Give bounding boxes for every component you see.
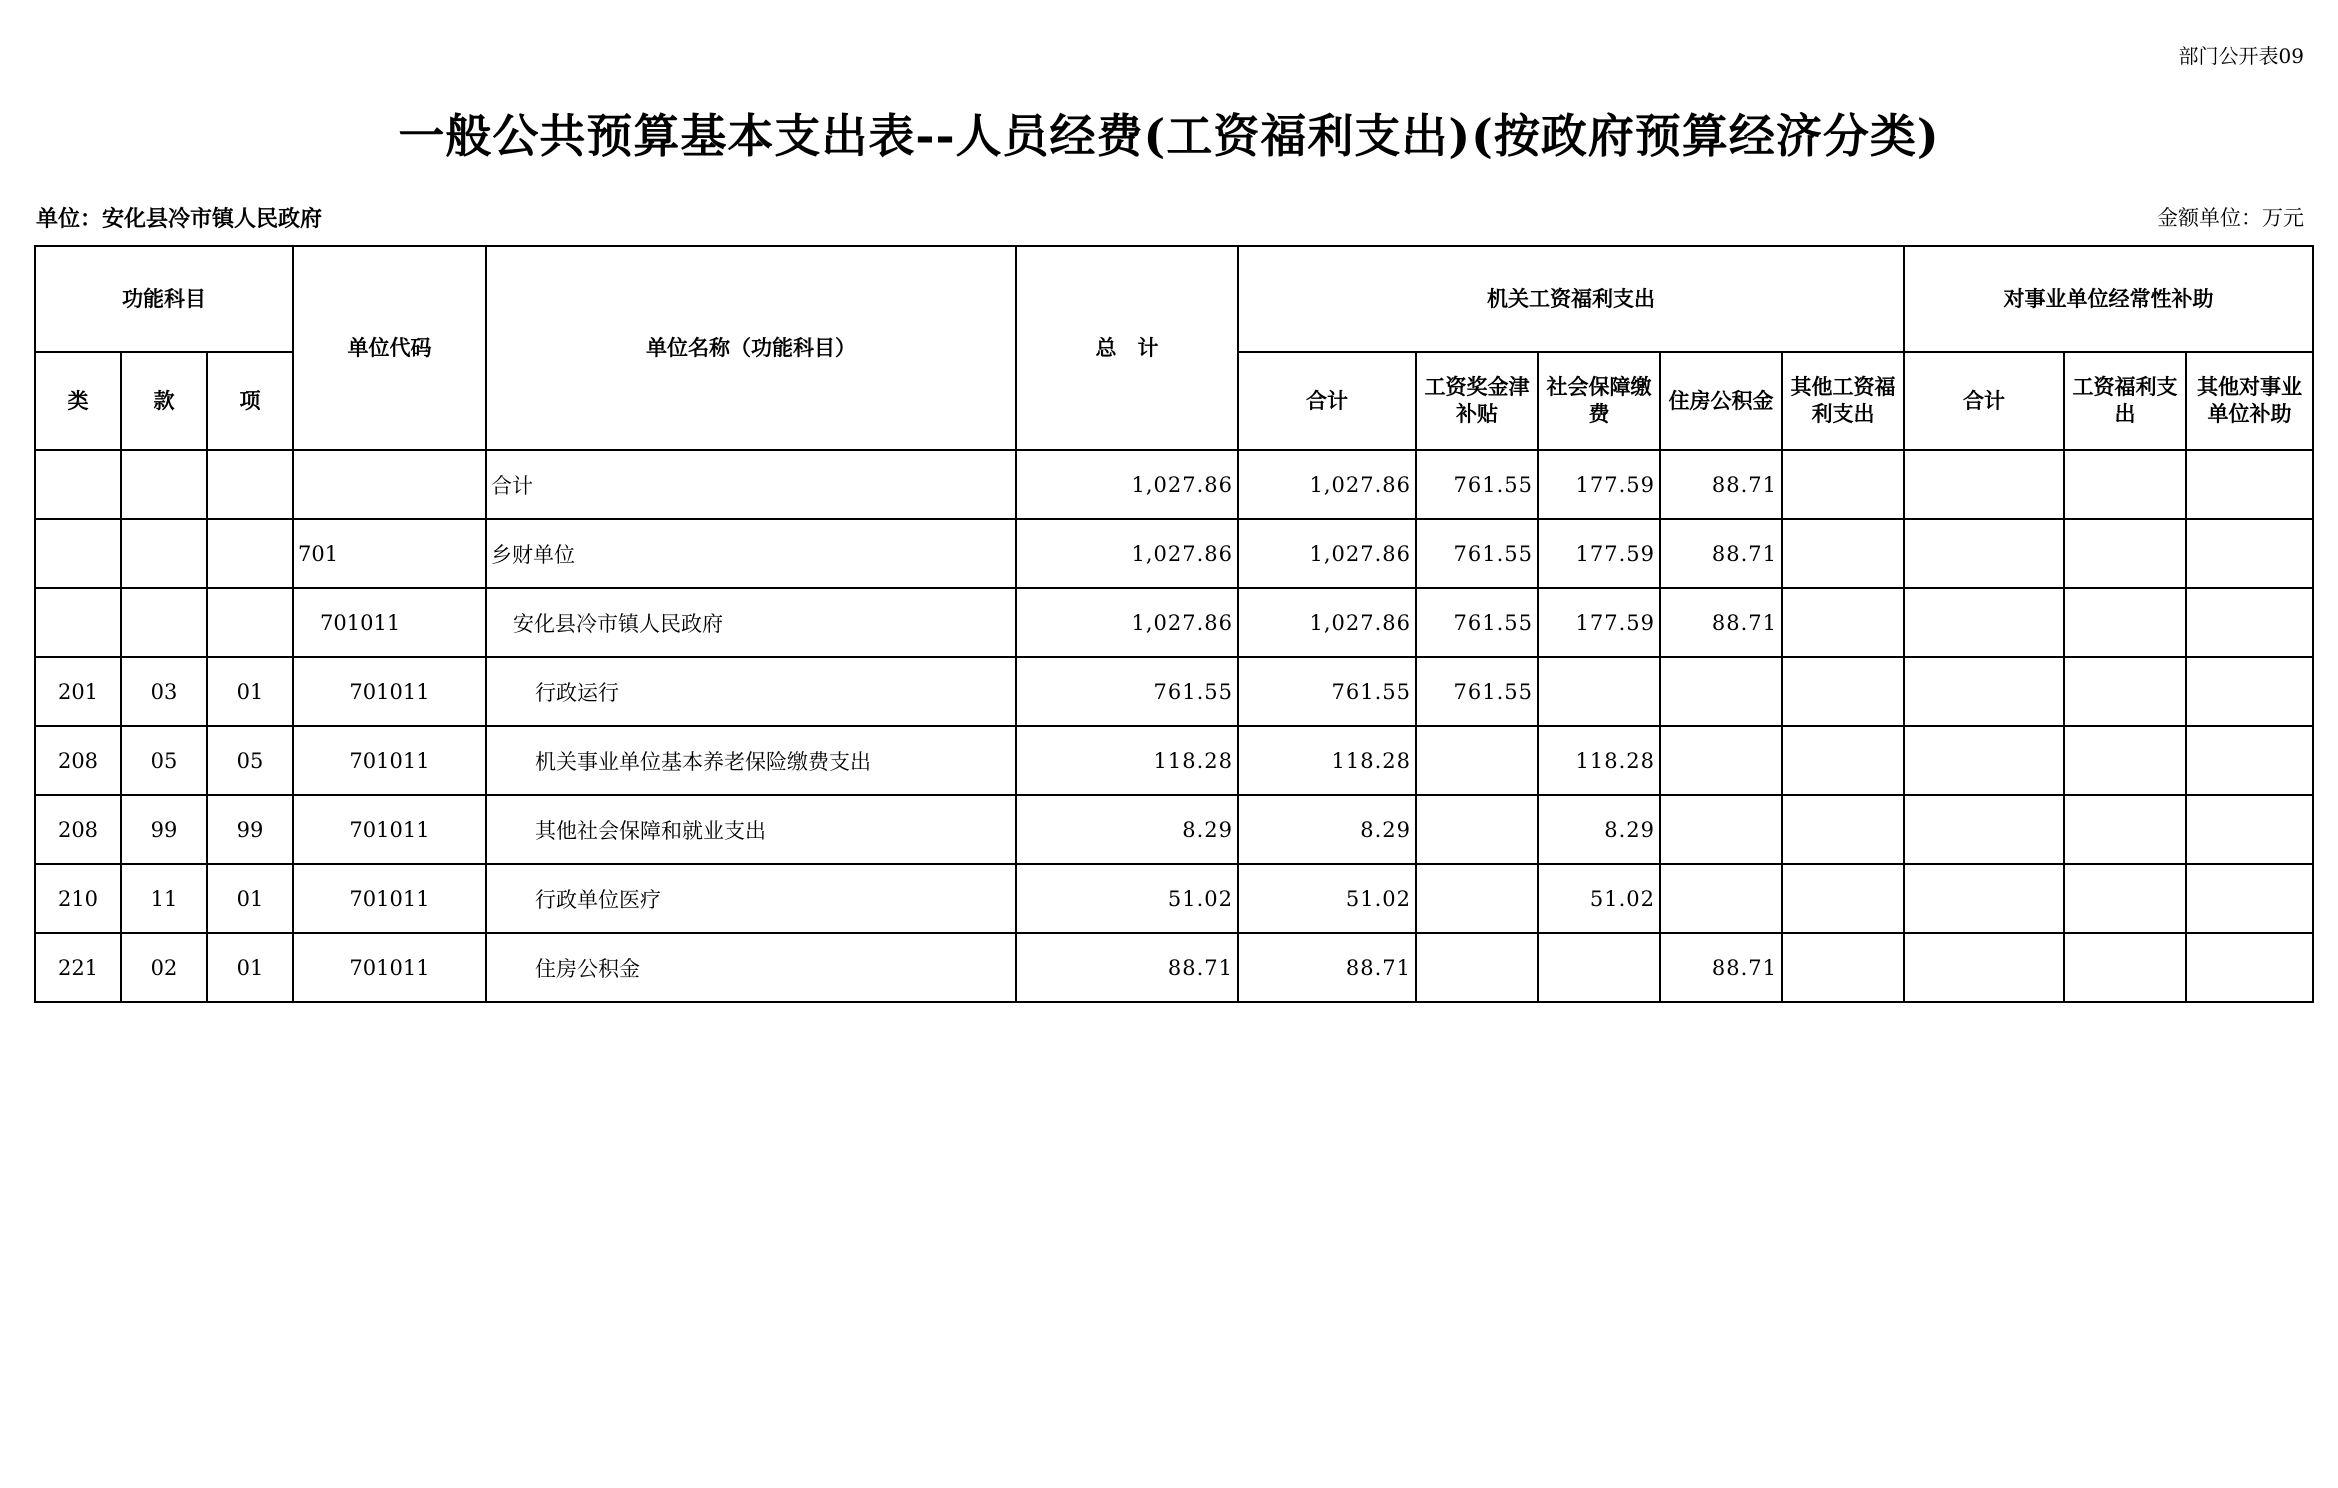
cell-social-security: 177.59 [1538, 588, 1660, 657]
cell-unit-name: 合计 [486, 450, 1016, 519]
cell-salary: 761.55 [1416, 657, 1538, 726]
cell-other-welfare [1782, 864, 1904, 933]
cell-organ-total: 118.28 [1238, 726, 1416, 795]
cell-social-security: 51.02 [1538, 864, 1660, 933]
cell-housing-fund [1660, 726, 1782, 795]
cell-subsidy-other [2186, 795, 2313, 864]
cell-xiang: 01 [207, 657, 293, 726]
cell-subsidy-total [1904, 450, 2064, 519]
header-other-welfare: 其他工资福利支出 [1782, 352, 1904, 450]
cell-unit-name: 行政运行 [486, 657, 1016, 726]
cell-organ-total: 761.55 [1238, 657, 1416, 726]
cell-housing-fund: 88.71 [1660, 588, 1782, 657]
cell-other-welfare [1782, 657, 1904, 726]
cell-salary [1416, 726, 1538, 795]
cell-other-welfare [1782, 795, 1904, 864]
cell-lei: 221 [35, 933, 121, 1002]
header-organ-total: 合计 [1238, 352, 1416, 450]
cell-salary [1416, 933, 1538, 1002]
cell-subsidy-salary [2064, 726, 2186, 795]
header-housing-fund: 住房公积金 [1660, 352, 1782, 450]
cell-unit-name: 住房公积金 [486, 933, 1016, 1002]
cell-subsidy-other [2186, 519, 2313, 588]
cell-kuan: 11 [121, 864, 207, 933]
cell-xiang [207, 519, 293, 588]
header-salary: 工资奖金津补贴 [1416, 352, 1538, 450]
cell-subsidy-other [2186, 933, 2313, 1002]
cell-subsidy-salary [2064, 864, 2186, 933]
cell-subsidy-total [1904, 795, 2064, 864]
header-subsidy-total: 合计 [1904, 352, 2064, 450]
cell-lei: 208 [35, 726, 121, 795]
cell-subsidy-salary [2064, 588, 2186, 657]
cell-housing-fund [1660, 864, 1782, 933]
cell-salary: 761.55 [1416, 519, 1538, 588]
cell-other-welfare [1782, 588, 1904, 657]
header-subsidy: 对事业单位经常性补助 [1904, 246, 2313, 352]
cell-xiang: 01 [207, 864, 293, 933]
cell-subsidy-other [2186, 588, 2313, 657]
cell-housing-fund [1660, 795, 1782, 864]
cell-organ-total: 88.71 [1238, 933, 1416, 1002]
cell-subsidy-total [1904, 519, 2064, 588]
cell-other-welfare [1782, 726, 1904, 795]
cell-kuan: 05 [121, 726, 207, 795]
cell-total: 8.29 [1016, 795, 1238, 864]
cell-social-security: 177.59 [1538, 519, 1660, 588]
header-subsidy-other: 其他对事业单位补助 [2186, 352, 2313, 450]
cell-housing-fund: 88.71 [1660, 450, 1782, 519]
cell-salary [1416, 864, 1538, 933]
table-row [35, 795, 2313, 864]
cell-total: 761.55 [1016, 657, 1238, 726]
cell-kuan [121, 450, 207, 519]
cell-subsidy-salary [2064, 657, 2186, 726]
cell-subsidy-salary [2064, 795, 2186, 864]
cell-unit-code [293, 450, 486, 519]
cell-subsidy-salary [2064, 450, 2186, 519]
cell-salary: 761.55 [1416, 588, 1538, 657]
header-unit-code: 单位代码 [293, 246, 486, 450]
cell-subsidy-other [2186, 726, 2313, 795]
cell-other-welfare [1782, 519, 1904, 588]
header-organ-welfare: 机关工资福利支出 [1238, 246, 1904, 352]
cell-kuan [121, 588, 207, 657]
cell-unit-name: 机关事业单位基本养老保险缴费支出 [486, 726, 1016, 795]
cell-social-security: 177.59 [1538, 450, 1660, 519]
table-row [35, 450, 2313, 519]
cell-organ-total: 8.29 [1238, 795, 1416, 864]
cell-unit-code: 701 [293, 519, 486, 588]
cell-organ-total: 1,027.86 [1238, 450, 1416, 519]
cell-kuan: 03 [121, 657, 207, 726]
cell-kuan [121, 519, 207, 588]
cell-total: 1,027.86 [1016, 450, 1238, 519]
table-row [35, 588, 2313, 657]
cell-social-security: 118.28 [1538, 726, 1660, 795]
cell-unit-code: 701011 [293, 795, 486, 864]
cell-unit-code: 701011 [293, 726, 486, 795]
cell-kuan: 99 [121, 795, 207, 864]
cell-social-security [1538, 657, 1660, 726]
cell-subsidy-salary [2064, 933, 2186, 1002]
cell-other-welfare [1782, 933, 1904, 1002]
cell-subsidy-other [2186, 657, 2313, 726]
header-func-subject: 功能科目 [35, 246, 293, 352]
page-title: 一般公共预算基本支出表--人员经费(工资福利支出)(按政府预算经济分类) [398, 109, 1940, 163]
cell-total: 118.28 [1016, 726, 1238, 795]
cell-housing-fund: 88.71 [1660, 519, 1782, 588]
header-subsidy-salary: 工资福利支出 [2064, 352, 2186, 450]
cell-housing-fund: 88.71 [1660, 933, 1782, 1002]
cell-unit-code: 701011 [293, 657, 486, 726]
cell-xiang [207, 450, 293, 519]
form-number: 部门公开表09 [2178, 44, 2304, 68]
cell-xiang: 01 [207, 933, 293, 1002]
cell-total: 1,027.86 [1016, 588, 1238, 657]
cell-unit-code: 701011 [293, 864, 486, 933]
cell-subsidy-total [1904, 726, 2064, 795]
cell-total: 88.71 [1016, 933, 1238, 1002]
cell-lei: 208 [35, 795, 121, 864]
cell-salary [1416, 795, 1538, 864]
cell-xiang: 99 [207, 795, 293, 864]
header-xiang: 项 [207, 352, 293, 450]
cell-other-welfare [1782, 450, 1904, 519]
table-row [35, 726, 2313, 795]
cell-organ-total: 1,027.86 [1238, 519, 1416, 588]
header-kuan: 款 [121, 352, 207, 450]
cell-total: 51.02 [1016, 864, 1238, 933]
unit-label: 单位：安化县冷市镇人民政府 [36, 206, 323, 232]
cell-organ-total: 1,027.86 [1238, 588, 1416, 657]
cell-kuan: 02 [121, 933, 207, 1002]
cell-subsidy-total [1904, 864, 2064, 933]
table-row [35, 864, 2313, 933]
cell-subsidy-total [1904, 657, 2064, 726]
cell-unit-name: 安化县冷市镇人民政府 [486, 588, 1016, 657]
table-row [35, 519, 2313, 588]
table-row [35, 933, 2313, 1002]
cell-subsidy-total [1904, 933, 2064, 1002]
cell-housing-fund [1660, 657, 1782, 726]
table-row [35, 657, 2313, 726]
cell-organ-total: 51.02 [1238, 864, 1416, 933]
cell-total: 1,027.86 [1016, 519, 1238, 588]
cell-unit-name: 行政单位医疗 [486, 864, 1016, 933]
cell-subsidy-salary [2064, 519, 2186, 588]
header-lei: 类 [35, 352, 121, 450]
cell-unit-code: 701011 [293, 933, 486, 1002]
cell-lei: 201 [35, 657, 121, 726]
cell-lei: 210 [35, 864, 121, 933]
budget-table [34, 245, 2314, 1003]
cell-unit-name: 其他社会保障和就业支出 [486, 795, 1016, 864]
cell-lei [35, 519, 121, 588]
header-unit-name: 单位名称（功能科目） [486, 246, 1016, 450]
cell-social-security [1538, 933, 1660, 1002]
cell-unit-name: 乡财单位 [486, 519, 1016, 588]
cell-xiang: 05 [207, 726, 293, 795]
header-row-1 [35, 246, 2313, 352]
amount-unit-label: 金额单位：万元 [2157, 206, 2304, 230]
cell-social-security: 8.29 [1538, 795, 1660, 864]
cell-lei [35, 450, 121, 519]
header-social-security: 社会保障缴费 [1538, 352, 1660, 450]
cell-subsidy-total [1904, 588, 2064, 657]
cell-subsidy-other [2186, 450, 2313, 519]
header-total: 总 计 [1016, 246, 1238, 450]
cell-subsidy-other [2186, 864, 2313, 933]
cell-lei [35, 588, 121, 657]
cell-unit-code: 701011 [293, 588, 486, 657]
cell-salary: 761.55 [1416, 450, 1538, 519]
cell-xiang [207, 588, 293, 657]
